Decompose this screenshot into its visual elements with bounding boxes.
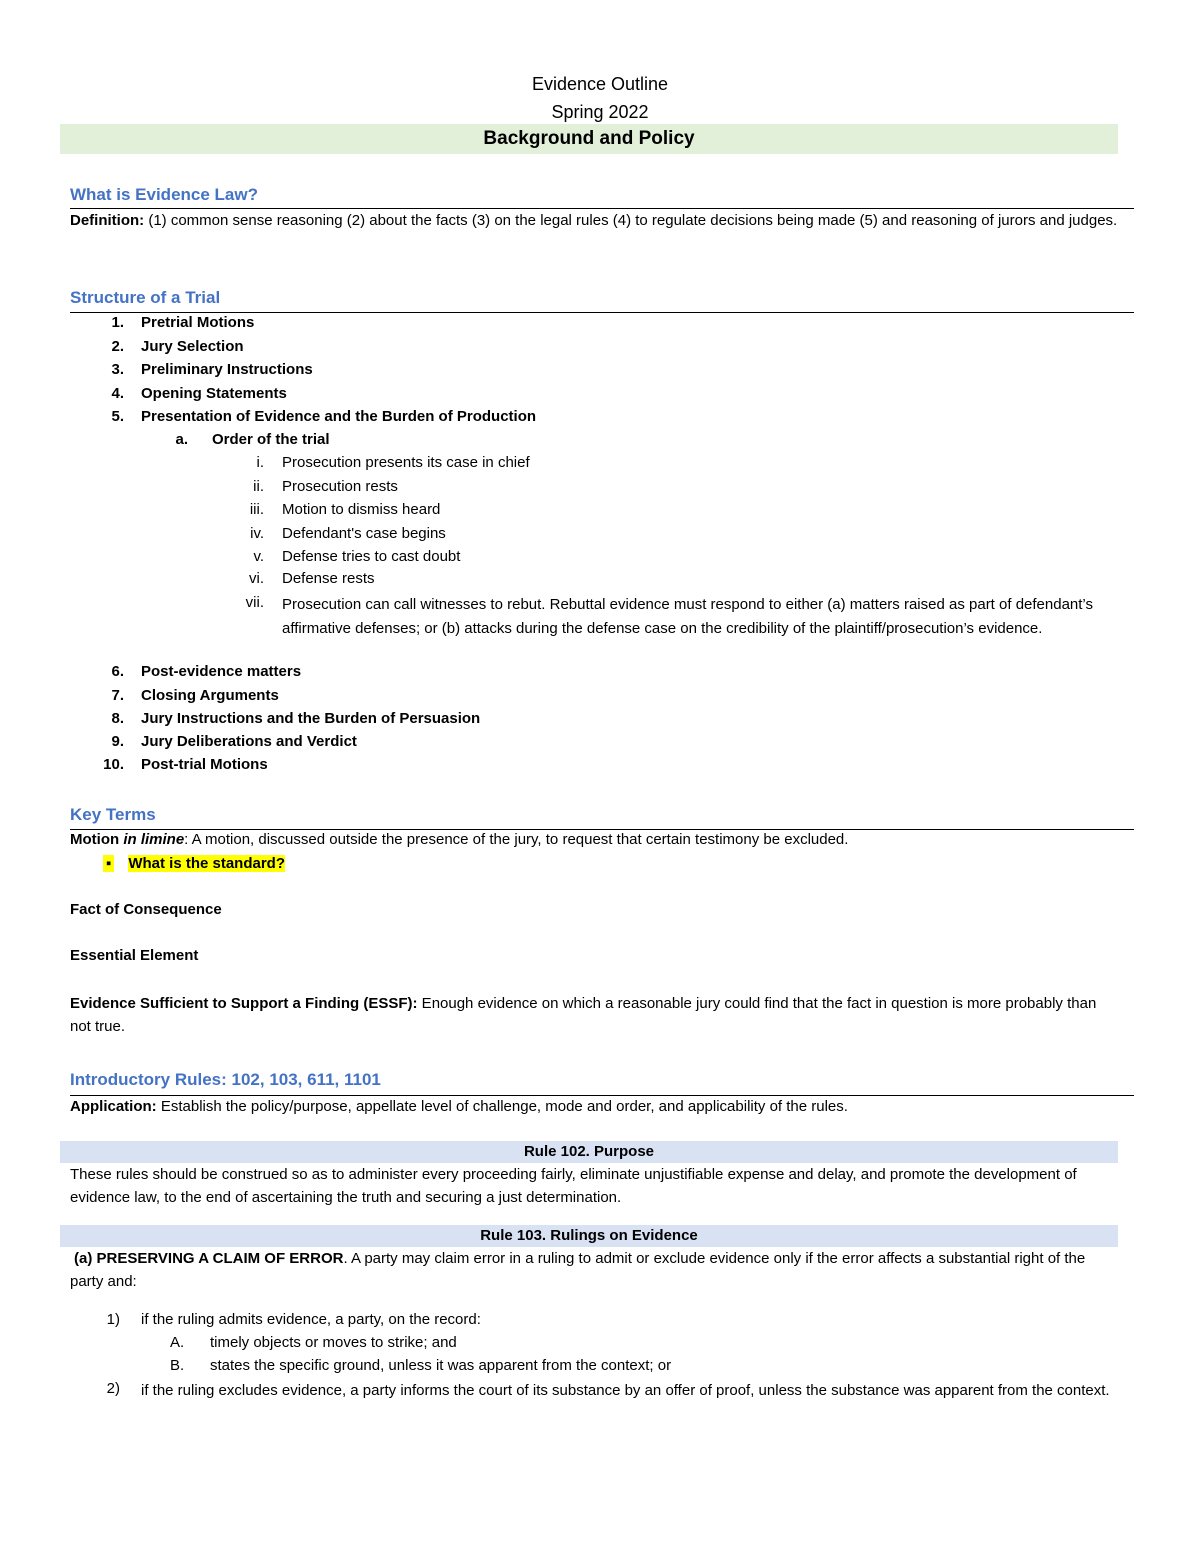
section-banner-label: Background and Policy — [483, 128, 695, 149]
roman-list-item: vi. Defense rests — [249, 570, 375, 587]
list-item: 10. Post-trial Motions — [103, 756, 268, 773]
rule-102-banner: Rule 102. Purpose — [60, 1141, 1118, 1163]
sub-list-item: a. Order of the trial — [175, 431, 330, 448]
list-item: 3. Preliminary Instructions — [111, 361, 313, 378]
document-subtitle: Spring 2022 — [551, 102, 649, 122]
list-item: 1) if the ruling admits evidence, a party, on the record: — [106, 1311, 481, 1328]
definition-label: Definition: — [70, 212, 145, 229]
term-essential-element: Essential Element — [70, 947, 199, 964]
rule-102-text: These rules should be construed so as to administer every proceeding fairly, eliminate unjustifiable expense and delay, and promote the development of evidence law, to the end of ascertaining the truth and securing a just determination. — [70, 1166, 1077, 1206]
rule-103-a-paragraph: (a) PRESERVING A CLAIM OF ERROR. A party may claim error in a ruling to admit or exclude evidence only if the error affects a substantial right of the party and: — [70, 1250, 1086, 1290]
list-item: 7. Closing Arguments — [111, 687, 279, 704]
sub-list-item: B. states the specific ground, unless it was apparent from the context; or — [170, 1357, 672, 1374]
heading-structure-of-a-trial: Structure of a Trial — [70, 288, 221, 307]
list-item: 2. Jury Selection — [111, 338, 244, 355]
motion-in-limine-definition: Motion in limine: A motion, discussed outside the presence of the jury, to request that certain testimony be excluded. — [70, 831, 849, 848]
roman-list-item: iii. Motion to dismiss heard — [249, 501, 441, 518]
list-item: 8. Jury Instructions and the Burden of Persuasion — [111, 710, 481, 727]
roman-list-item: iv. Defendant's case begins — [250, 525, 446, 542]
term-fact-of-consequence: Fact of Consequence — [70, 901, 222, 918]
roman-list-item-text: Prosecution can call witnesses to rebut. Rebuttal evidence must respond to either (a) matters raised as part of defendant’s affirmative defenses; or (b) attacks during the defense case on the credibility of the plaintiff/prosecution’s evidence. — [282, 596, 1093, 637]
definition-paragraph — [70, 209, 1120, 232]
list-item: 9. Jury Deliberations and Verdict — [111, 733, 357, 750]
list-item: 2) — [106, 1380, 120, 1397]
bullet-item — [103, 854, 285, 874]
document-title: Evidence Outline — [531, 74, 669, 94]
heading-key-terms: Key Terms — [70, 805, 156, 824]
highlighted-question: What is the standard? — [128, 855, 286, 872]
section-banner — [60, 124, 1118, 154]
application-paragraph: Application: Establish the policy/purpose, appellate level of challenge, mode and order, and applicability of the rules. — [70, 1098, 848, 1115]
heading-what-is-evidence-law: What is Evidence Law? — [70, 185, 258, 204]
list-item: 6. Post-evidence matters — [111, 663, 302, 680]
essf-definition: Evidence Sufficient to Support a Finding (ESSF): Enough evidence on which a reasonable jury could find that the fact in question is more probably than not true. — [70, 995, 1097, 1035]
definition-text: (1) common sense reasoning (2) about the facts (3) on the legal rules (4) to regulate decisions being made (5) and reasoning of jurors and judges. — [144, 212, 1118, 229]
rule-103-banner: Rule 103. Rulings on Evidence — [60, 1225, 1118, 1247]
roman-list-item: vii. — [245, 594, 264, 611]
heading-introductory-rules: Introductory Rules: 102, 103, 611, 1101 — [70, 1070, 381, 1089]
bullet-icon: ▪ — [103, 855, 114, 872]
roman-list-item: i. Prosecution presents its case in chief — [256, 454, 530, 471]
heading-rule — [70, 1095, 1134, 1096]
roman-list-item: v. Defense tries to cast doubt — [253, 548, 461, 565]
list-item: 1. Pretrial Motions — [111, 314, 255, 331]
list-item-text: if the ruling excludes evidence, a party informs the court of its substance by an offer of proof, unless the substance was apparent from the context. — [141, 1382, 1110, 1399]
list-item: 5. Presentation of Evidence and the Burden of Production — [111, 408, 537, 425]
sub-list-item: A. timely objects or moves to strike; and — [170, 1334, 457, 1351]
list-item: 4. Opening Statements — [111, 385, 287, 402]
roman-list-item: ii. Prosecution rests — [253, 478, 398, 495]
